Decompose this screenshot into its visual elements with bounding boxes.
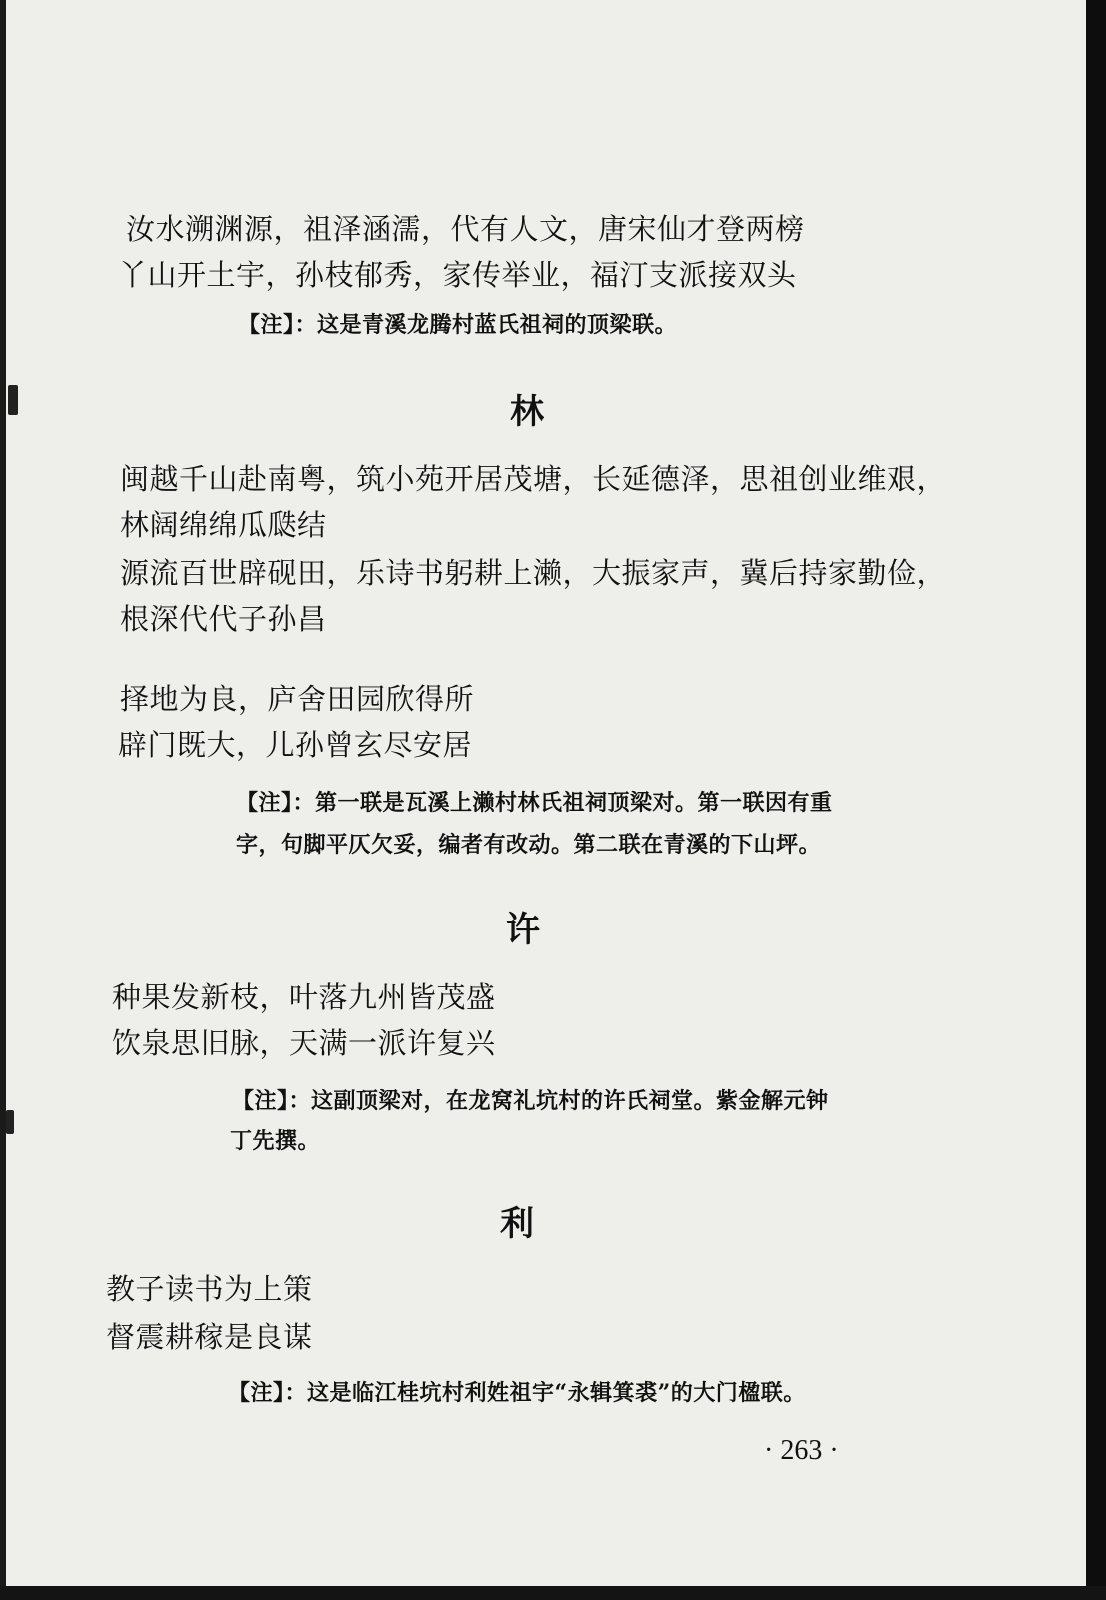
scan-speck: [8, 385, 18, 415]
scan-edge-right: [1086, 0, 1106, 1600]
couplet-line: 林阔绵绵瓜瓞结: [120, 508, 327, 542]
couplet-line: 源流百世辟砚田，乐诗书躬耕上濑，大振家声，冀后持家勤俭，: [120, 556, 947, 590]
couplet-line: 饮泉思旧脉，天满一派许复兴: [112, 1026, 496, 1060]
scan-edge-left: [0, 0, 6, 1600]
section-heading-lin: 林: [510, 392, 544, 432]
couplet-line: 择地为良，庐舍田园欣得所: [120, 682, 475, 716]
annotation-note: 【注】：这是临江桂坑村利姓祖宇“永辑箕裘”的大门楹联。: [228, 1380, 806, 1406]
couplet-line: 汝水溯渊源，祖泽涵濡，代有人文，唐宋仙才登两榜: [126, 212, 805, 246]
couplet-line: 根深代代子孙昌: [120, 602, 327, 636]
couplet-line: 丫山开土宇，孙枝郁秀，家传举业，福汀支派接双头: [118, 258, 797, 292]
couplet-line: 教子读书为上策: [106, 1272, 313, 1306]
couplet-line: 督震耕稼是良谋: [106, 1320, 313, 1354]
scan-edge-bottom: [0, 1586, 1106, 1600]
scan-speck: [6, 1110, 14, 1134]
annotation-note: 【注】：第一联是瓦溪上濑村林氏祖祠顶梁对。第一联因有重: [236, 790, 833, 816]
page-number: · 263 ·: [764, 1435, 839, 1466]
couplet-line: 辟门既大，儿孙曾玄尽安居: [118, 728, 473, 762]
section-heading-xu: 许: [506, 910, 540, 950]
annotation-note: 【注】：这副顶梁对，在龙窝礼坑村的许氏祠堂。紫金解元钟: [232, 1088, 829, 1114]
annotation-note: 字，句脚平仄欠妥，编者有改动。第二联在青溪的下山坪。: [236, 832, 822, 858]
annotation-note: 丁先撰。: [230, 1128, 321, 1154]
couplet-line: 闽越千山赴南粤，筑小苑开居茂塘，长延德泽，思祖创业维艰，: [120, 462, 947, 496]
couplet-line: 种果发新枝，叶落九州皆茂盛: [112, 980, 496, 1014]
section-heading-li: 利: [500, 1204, 534, 1244]
annotation-note: 【注】：这是青溪龙腾村蓝氏祖祠的顶梁联。: [238, 312, 678, 338]
